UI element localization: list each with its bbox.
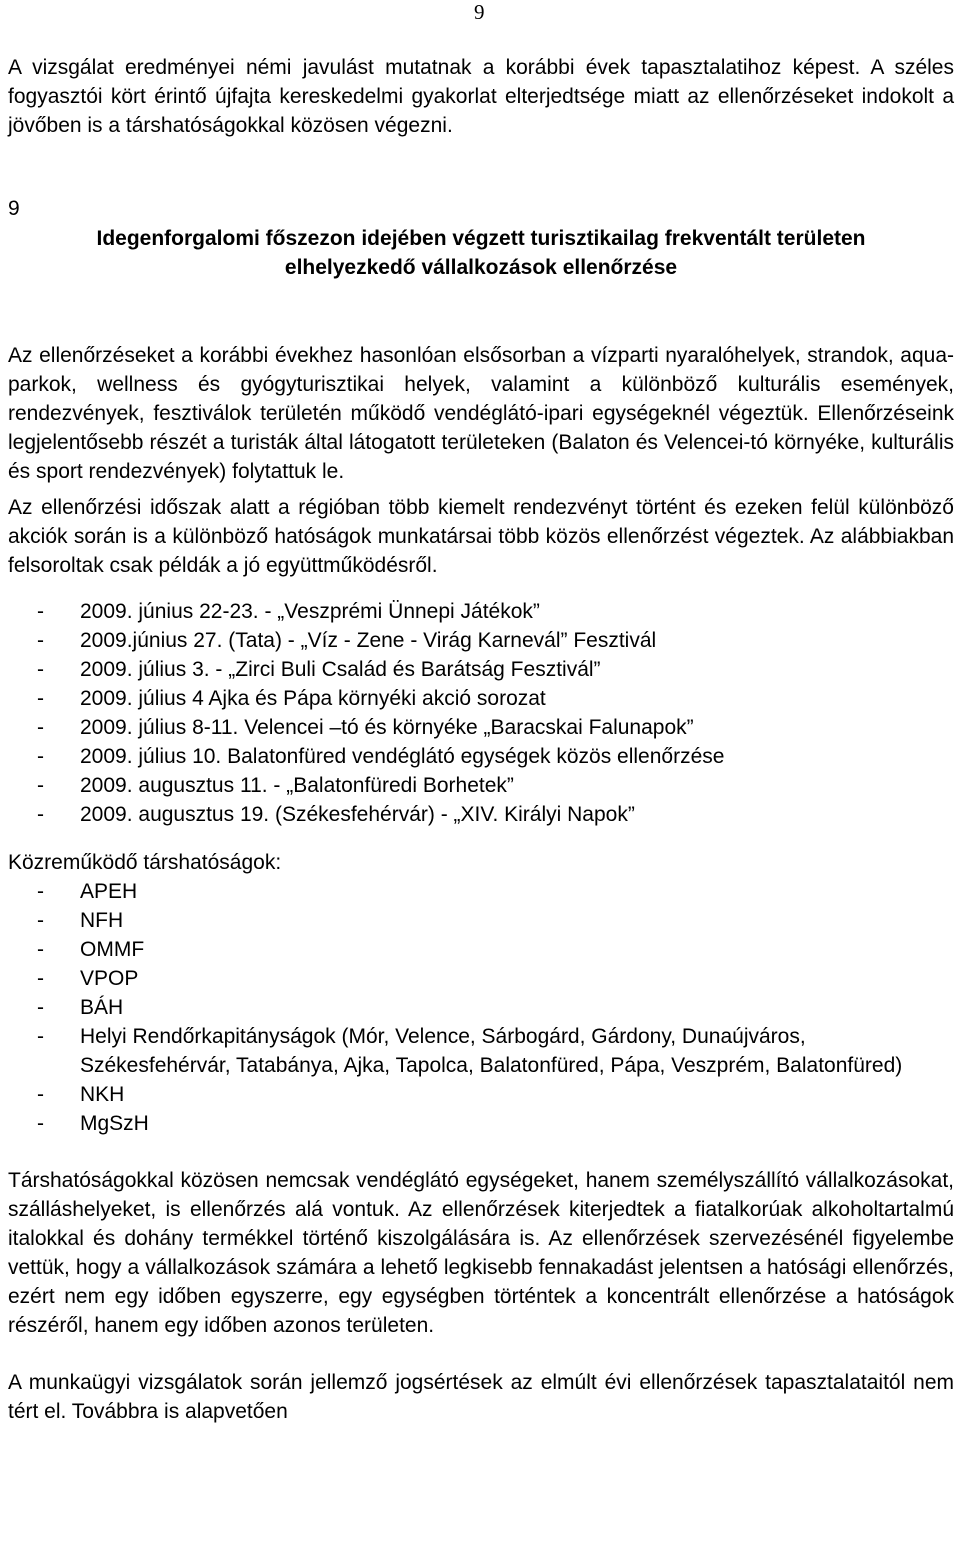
event-item <box>8 771 954 800</box>
event-item-text: 2009.június 27. (Tata) - „Víz - Zene - Virág Karnevál” Fesztivál <box>80 629 657 652</box>
paragraph-inspection-period: Az ellenőrzési időszak alatt a régióban több kiemelt rendezvényt történt és ezeken felül különböző akciók során is a különböző hatóságok munkatársai több közös ellenőrzést végeztek. Az alábbiakban felsoroltak csak példák a jó együttműködésről. <box>8 496 954 577</box>
paragraph-inspections: Az ellenőrzéseket a korábbi évekhez hasonlóan elsősorban a vízparti nyaralóhelyek, strandok, aqua-parkok, wellness és gyógyturisztikai helyek, valamint a különböző kulturális események, rendezvények, fesztiválok területén működő vendéglátó-ipari egységeknél végeztük. Ellenőrzéseink legjelentősebb részét a turisták által látogatott területeken (Balaton és Velencei-tó környéke, kulturális és sport rendezvények) folytattuk le. <box>8 344 954 483</box>
authority-item <box>8 906 954 935</box>
event-item-text: 2009. augusztus 19. (Székesfehérvár) - „XIV. Királyi Napok” <box>80 803 635 826</box>
authority-item <box>8 1022 954 1080</box>
event-item <box>8 684 954 713</box>
list-dash: - <box>37 938 44 961</box>
list-dash: - <box>37 909 44 932</box>
list-dash: - <box>37 745 44 768</box>
paragraph-joint-inspections: Társhatóságokkal közösen nemcsak vendéglátó egységeket, hanem személyszállító vállalkozásokat, szálláshelyeket, is ellenőrzés alá vontuk. Az ellenőrzések kiterjedtek a fiatalkorúak alkoholtartalmú italokkal és dohány termékkel történő kiszolgálására is. Az ellenőrzések szervezésénél figyelembe vettük, hogy a vállalkozások számára a lehető legkisebb fennakadást jelentsen a hatósági ellenőrzés, ezért nem egy időben egyszerre, egy egységben történtek a koncentrált ellenőrzése a hatóságok részéről, hanem egy időben azonos területen. <box>8 1169 954 1337</box>
section-title <box>8 224 954 282</box>
authority-item <box>8 1080 954 1109</box>
event-item-text: 2009. július 4 Ajka és Pápa környéki akció sorozat <box>80 687 546 710</box>
authority-item-text: Helyi Rendőrkapitányságok (Mór, Velence, Sárbogárd, Gárdony, Dunaújváros, Székesfehérvár, Tatabánya, Ajka, Tapolca, Balatonfüred, Pápa, Veszprém, Balatonfüred) <box>80 1025 903 1077</box>
list-dash: - <box>37 1112 44 1135</box>
events-list <box>8 597 954 829</box>
list-dash: - <box>37 880 44 903</box>
event-item <box>8 742 954 771</box>
authorities-list <box>8 877 954 1138</box>
authority-item-text: NKH <box>80 1083 125 1106</box>
paragraph-labour-inspections: A munkaügyi vizsgálatok során jellemző jogsértések az elmúlt évi ellenőrzések tapasztalataitól nem tért el. Továbbra is alapvetően <box>8 1371 954 1423</box>
event-item-text: 2009. június 22-23. - „Veszprémi Ünnepi Játékok” <box>80 600 540 623</box>
authority-item-text: APEH <box>80 880 138 903</box>
authorities-heading: Közreműködő társhatóságok: <box>8 851 282 874</box>
authority-item-text: VPOP <box>80 967 139 990</box>
page-number: 9 <box>474 0 485 24</box>
event-item-text: 2009. augusztus 11. - „Balatonfüredi Borhetek” <box>80 774 514 797</box>
event-item <box>8 713 954 742</box>
section-title-line-2: elhelyezkedő vállalkozások ellenőrzése <box>284 256 678 279</box>
event-item-text: 2009. július 3. - „Zirci Buli Család és Barátság Fesztivál” <box>80 658 601 681</box>
document-body <box>8 53 954 1426</box>
list-dash: - <box>37 629 44 652</box>
event-item <box>8 655 954 684</box>
event-item-text: 2009. július 10. Balatonfüred vendéglátó egységek közös ellenőrzése <box>80 745 725 768</box>
authority-item <box>8 1109 954 1138</box>
list-dash: - <box>37 658 44 681</box>
list-dash: - <box>37 996 44 1019</box>
list-dash: - <box>37 687 44 710</box>
event-item <box>8 626 954 655</box>
event-item <box>8 800 954 829</box>
event-item <box>8 597 954 626</box>
list-dash: - <box>37 774 44 797</box>
event-item-text: 2009. július 8-11. Velencei –tó és környéke „Baracskai Falunapok” <box>80 716 694 739</box>
list-dash: - <box>37 716 44 739</box>
authority-item <box>8 993 954 1022</box>
list-dash: - <box>37 967 44 990</box>
authority-item <box>8 964 954 993</box>
authority-item-text: BÁH <box>80 996 124 1019</box>
authority-item-text: MgSzH <box>80 1112 149 1135</box>
list-dash: - <box>37 803 44 826</box>
authority-item-text: NFH <box>80 909 124 932</box>
list-dash: - <box>37 1083 44 1106</box>
list-dash: - <box>37 600 44 623</box>
list-dash: - <box>37 1025 44 1048</box>
authority-item <box>8 877 954 906</box>
intro-paragraph: A vizsgálat eredményei némi javulást mutatnak a korábbi évek tapasztalatihoz képest. A széles fogyasztói kört érintő újfajta kereskedelmi gyakorlat elterjedtsége miatt az ellenőrzéseket indokolt a jövőben is a társhatóságokkal közösen végezni. <box>8 56 954 137</box>
authority-item-text: OMMF <box>80 938 145 961</box>
section-title-line-1: Idegenforgalomi főszezon idejében végzett turisztikailag frekventált területen <box>96 227 866 250</box>
section-number: 9 <box>8 197 20 220</box>
authority-item <box>8 935 954 964</box>
